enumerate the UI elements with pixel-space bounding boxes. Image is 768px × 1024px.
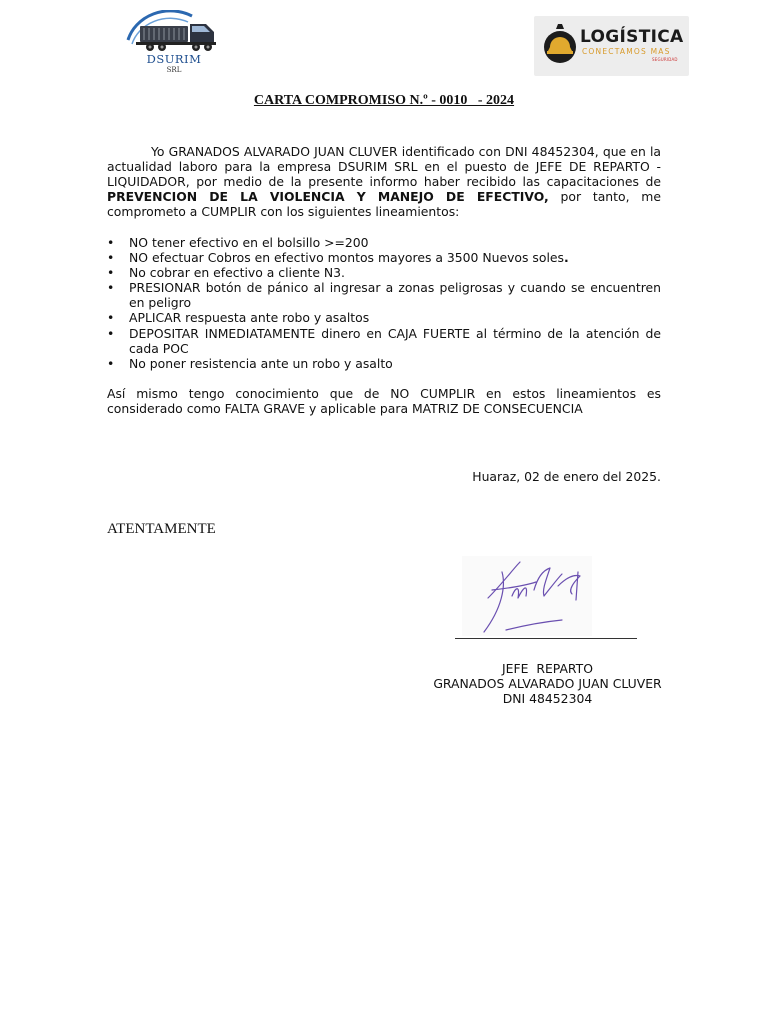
- document-title-text: CARTA COMPROMISO N.º - 0010 - 2024: [253, 93, 515, 108]
- list-item-tail: .: [563, 250, 569, 266]
- list-item: [107, 280, 661, 310]
- bullet-icon: •: [107, 235, 115, 250]
- dsurim-brand-text: DSURIM: [146, 52, 202, 66]
- bullet-icon: •: [107, 280, 115, 296]
- commitments-list: [107, 235, 661, 371]
- list-item: [107, 235, 661, 250]
- signature-image: [462, 556, 592, 636]
- dsurim-sub-text: SRL: [166, 66, 182, 74]
- date-line: Huaraz, 02 de enero del 2025.: [472, 469, 661, 484]
- list-item-text: No poner resistencia ante un robo y asalto: [129, 355, 393, 371]
- helmet-icon: [538, 21, 582, 71]
- signature-block: [400, 661, 695, 707]
- list-item: [107, 265, 661, 280]
- list-item: [107, 310, 661, 325]
- intro-emphasis: PREVENCION DE LA VIOLENCIA Y MANEJO DE EFECTIVO,: [107, 189, 549, 205]
- list-item-text: PRESIONAR botón de pánico al ingresar a zonas peligrosas y cuando se encuentren en peligro: [129, 280, 661, 311]
- logistica-sub: SEGURIDAD: [652, 57, 678, 62]
- signer-dni: DNI 48452304: [502, 691, 593, 707]
- bullet-icon: •: [107, 325, 115, 341]
- truck-icon: [122, 10, 222, 58]
- list-item-text: APLICAR respuesta ante robo y asaltos: [129, 310, 370, 326]
- list-item: [107, 326, 661, 356]
- list-item-text: NO tener efectivo en el bolsillo >=200: [129, 235, 369, 250]
- list-item: [107, 250, 661, 265]
- bullet-icon: •: [107, 355, 115, 371]
- consequence-paragraph: Así mismo tengo conocimiento que de NO CUMPLIR en estos lineamientos es considerado como FALTA GRAVE y aplicable para MATRIZ DE CONSECUENCIA: [107, 386, 661, 417]
- intro-paragraph: [107, 144, 661, 219]
- signer-role: JEFE REPARTO: [502, 661, 593, 676]
- bullet-icon: •: [107, 250, 115, 266]
- handwritten-signature: [462, 556, 592, 636]
- document-title: [0, 93, 768, 109]
- list-item: [107, 356, 661, 371]
- bullet-icon: •: [107, 265, 115, 281]
- bullet-icon: •: [107, 310, 115, 326]
- logistica-logo: [534, 16, 689, 76]
- intro-text-part1: Yo GRANADOS ALVARADO JUAN CLUVER identificado con DNI 48452304, que en la actualidad laboro para la empresa DSURIM SRL en el puesto de JEFE DE REPARTO - LIQUIDADOR, por medio de la presente informo haber recibido las capacitaciones de: [107, 144, 661, 190]
- list-item-text: No cobrar en efectivo a cliente N3.: [129, 265, 345, 281]
- dsurim-logo: [122, 10, 222, 74]
- logistica-word: LOGÍSTICA: [580, 27, 684, 47]
- closing-salutation: ATENTAMENTE: [107, 521, 216, 537]
- logistica-tagline: CONECTAMOS MAS: [582, 47, 671, 56]
- list-item-text: DEPOSITAR INMEDIATAMENTE dinero en CAJA FUERTE al término de la atención de cada POC: [129, 325, 661, 356]
- list-item-text: NO efectuar Cobros en efectivo montos mayores a 3500 Nuevos soles: [129, 250, 564, 266]
- intro-text-part2: por tanto, me comprometo a CUMPLIR con los siguientes lineamientos:: [107, 189, 662, 220]
- signature-line: [455, 638, 637, 639]
- signer-name: GRANADOS ALVARADO JUAN CLUVER: [433, 676, 662, 692]
